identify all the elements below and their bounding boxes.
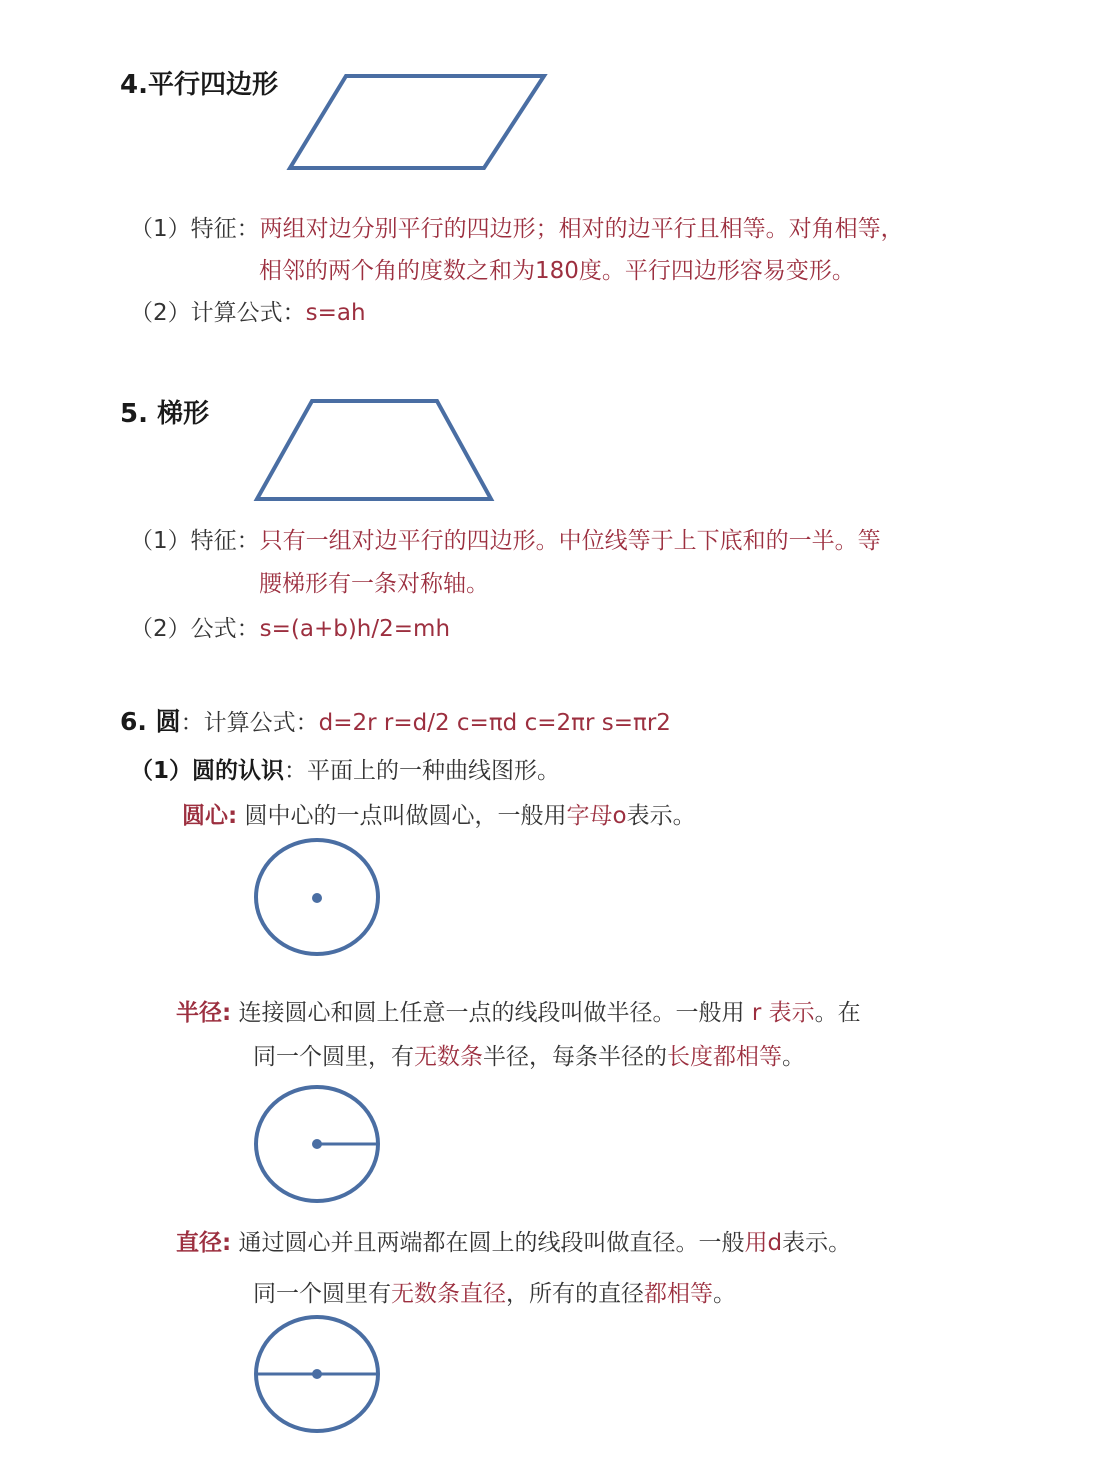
trapezoid-formula-label: （2）公式： xyxy=(130,616,260,642)
diameter-l2-e: 。 xyxy=(713,1281,736,1307)
center-text-c: 表示。 xyxy=(626,803,696,829)
diameter-l2-a: 同一个圆里有 xyxy=(253,1281,391,1307)
center-label: 圆心: xyxy=(182,803,238,829)
parallelogram-feature-text-1: 两组对边分别平行的四边形；相对的边平行且相等。对角相等， xyxy=(259,216,904,242)
trapezoid-formula-value: s=(a+b)h/2=mh xyxy=(259,616,451,642)
parallelogram-feature-label: （1）特征： xyxy=(130,216,260,242)
diameter-l2-c: ，所有的直径 xyxy=(506,1281,644,1307)
trapezoid-feature-text-1: 只有一组对边平行的四边形。中位线等于上下底和的一半。等 xyxy=(259,528,881,554)
center-text-b: 字母o xyxy=(566,803,627,829)
circle-recognition-label: （1）圆的认识 xyxy=(130,758,285,784)
radius-l1-c: 。在 xyxy=(814,1000,861,1026)
radius-l1-b: r 表示 xyxy=(744,1000,815,1026)
parallelogram-feature-text-2: 相邻的两个角的度数之和为180度。平行四边形容易变形。 xyxy=(259,258,855,284)
circle-recognition-text: ：平面上的一种曲线图形。 xyxy=(284,758,561,784)
diameter-center-point xyxy=(312,1369,322,1379)
trapezoid-feature-label: （1）特征： xyxy=(130,528,260,554)
trapezoid-title: 5. 梯形 xyxy=(120,399,210,429)
parallelogram-formula-value: s=ah xyxy=(305,300,366,326)
circle-title-sep: ：计算公式： xyxy=(180,710,319,736)
diameter-l2-b: 无数条直径 xyxy=(391,1281,506,1307)
center-text-a: 圆中心的一点叫做圆心，一般用 xyxy=(244,803,567,829)
circle-title: 6. 圆 xyxy=(120,707,181,736)
radius-label: 半径: xyxy=(176,1000,232,1026)
parallelogram-formula-label: （2）计算公式： xyxy=(130,300,306,326)
diameter-l1-c: 表示。 xyxy=(782,1230,852,1256)
radius-l2-d: 长度都相等 xyxy=(667,1044,782,1070)
diameter-l2-d: 都相等 xyxy=(644,1281,713,1307)
radius-l2-b: 无数条 xyxy=(414,1044,483,1070)
trapezoid-feature-text-2: 腰梯形有一条对称轴。 xyxy=(259,571,489,597)
parallelogram-title: 4.平行四边形 xyxy=(120,70,278,100)
diameter-label: 直径: xyxy=(176,1230,232,1256)
radius-l2-a: 同一个圆里，有 xyxy=(253,1044,414,1070)
circle-formulas: d=2r r=d/2 c=πd c=2πr s=πr2 xyxy=(318,710,671,736)
radius-l2-e: 。 xyxy=(782,1044,805,1070)
radius-l2-c: 半径，每条半径的 xyxy=(483,1044,667,1070)
diameter-l1-a: 通过圆心并且两端都在圆上的线段叫做直径。一般 xyxy=(238,1230,745,1256)
diameter-l1-b: 用d xyxy=(744,1230,783,1256)
radius-l1-a: 连接圆心和圆上任意一点的线段叫做半径。一般用 xyxy=(238,1000,745,1026)
